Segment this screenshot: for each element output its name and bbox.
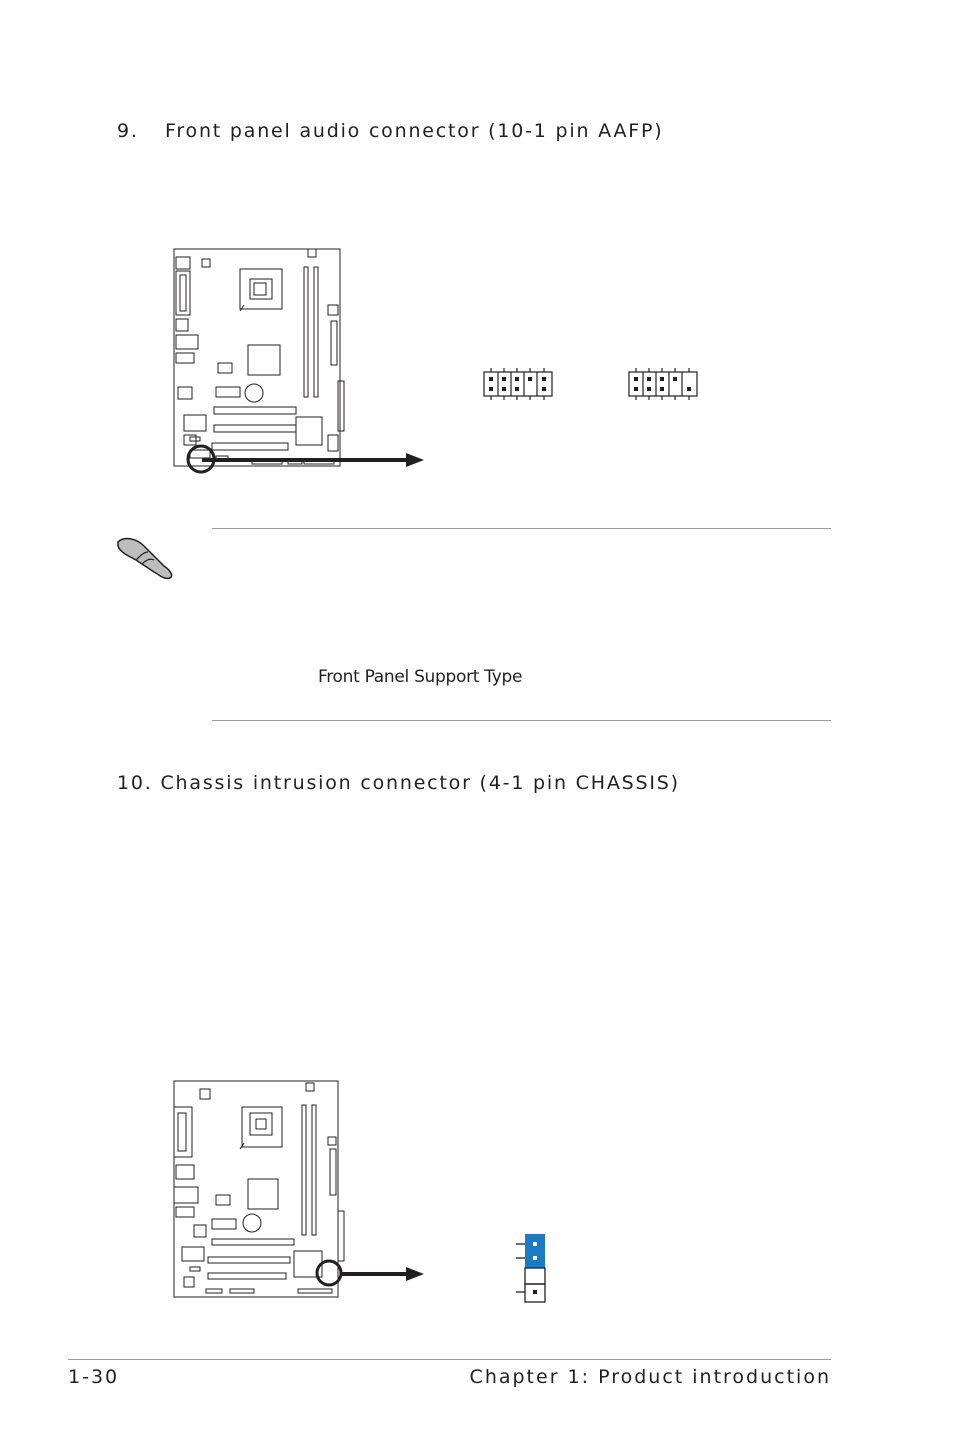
arrow-right-icon bbox=[202, 452, 426, 468]
motherboard-diagram-aafp bbox=[170, 245, 345, 477]
section-10-number: 10. bbox=[117, 772, 153, 794]
front-panel-support-type-label: Front Panel Support Type bbox=[318, 667, 523, 687]
section-9-title: Front panel audio connector (10-1 pin AAFP) bbox=[165, 120, 664, 142]
note-top-rule bbox=[212, 528, 831, 529]
page-number: 1-30 bbox=[68, 1366, 120, 1388]
chassis-pin-header bbox=[514, 1232, 548, 1304]
chapter-title: Chapter 1: Product introduction bbox=[469, 1366, 831, 1388]
section-10-title: Chassis intrusion connector (4-1 pin CHASSIS) bbox=[160, 772, 680, 794]
note-bottom-rule bbox=[212, 720, 831, 721]
aafp-pin-header-hd bbox=[482, 368, 554, 400]
section-9-number: 9. bbox=[117, 120, 139, 142]
section-10-heading bbox=[117, 772, 680, 794]
footer-rule bbox=[68, 1359, 831, 1360]
aafp-pin-header-ac97 bbox=[627, 368, 699, 400]
section-9-heading bbox=[117, 120, 663, 142]
arrow-right-icon bbox=[340, 1266, 426, 1282]
hand-note-icon bbox=[114, 534, 176, 580]
motherboard-diagram-chassis bbox=[170, 1077, 345, 1303]
